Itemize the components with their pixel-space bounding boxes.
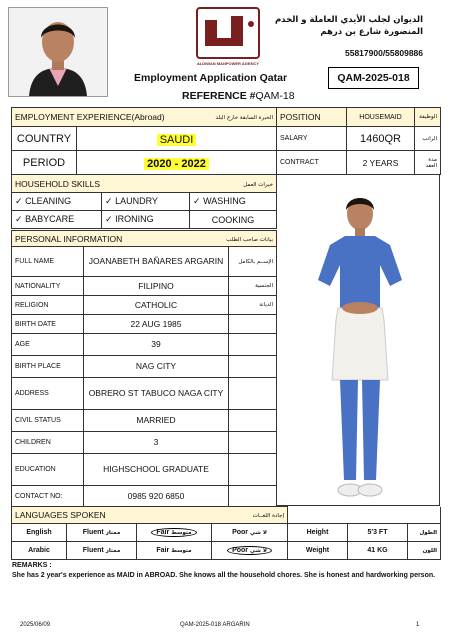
education-value: HIGHSCHOOL GRADUATE [84, 454, 229, 486]
agency-logo-caption: ALDIWAN MANPOWER AGENCY [196, 61, 260, 66]
cell-text: متوسط [171, 548, 192, 554]
skill-babycare [12, 211, 102, 229]
table-row [12, 524, 441, 542]
position-table [276, 107, 441, 175]
cell-text: CLEANING [25, 196, 72, 206]
applicant-headshot [8, 7, 108, 97]
cell-text: Fair [156, 547, 170, 554]
cell-text: Fluent [82, 529, 104, 536]
cell-text: LAUNDRY [115, 196, 158, 206]
remarks-label: REMARKS : [12, 562, 52, 569]
selected-level-ellipse [151, 528, 196, 537]
skill-cleaning [12, 193, 102, 211]
address-value: OBRERO ST TABUCO NAGA CITY [84, 378, 229, 410]
country-label: COUNTRY [12, 127, 77, 151]
checkmark-icon: ✓ [193, 196, 201, 206]
agency-name-arabic [275, 14, 423, 38]
children-value: 3 [84, 432, 229, 454]
cell-text: RELIGION [12, 296, 84, 315]
cell-text: FULL NAME [12, 247, 84, 277]
language-english: English [12, 524, 67, 542]
height-label: Height [288, 524, 348, 542]
cell-text: BIRTH DATE [12, 315, 84, 334]
cell-text: CIVIL STATUS [12, 410, 84, 432]
languages-label: LANGUAGES SPOKEN [15, 510, 106, 520]
footer-document: QAM-2025-018 ARGARIN [180, 622, 250, 628]
cell-text [229, 334, 277, 356]
age-value: 39 [84, 334, 229, 356]
table-row [12, 247, 277, 277]
reference-label: REFERENCE # [182, 90, 256, 102]
skills-header [12, 175, 277, 193]
table-row [12, 277, 277, 296]
country-value: SAUDI [157, 134, 197, 146]
languages-label-ar: إجادة اللغــات [252, 513, 285, 519]
personal-header [12, 231, 277, 247]
checkmark-icon: ✓ [15, 214, 23, 224]
applicant-full-body-photo [300, 190, 420, 505]
salary-label: SALARY [277, 127, 347, 151]
cell-text: ADDRESS [12, 378, 84, 410]
cell-text: CONTACT NO: [12, 486, 84, 508]
reference-value: QAM-18 [255, 90, 295, 102]
nationality-value: FILIPINO [84, 277, 229, 296]
cell-text: لا شي [249, 530, 267, 536]
birth-date-value: 22 AUG 1985 [84, 315, 229, 334]
cell-text: ممتاز [105, 548, 121, 554]
salary-label-ar: الراتب [415, 127, 441, 151]
agency-phone: 55817900/55809886 [345, 48, 423, 58]
birth-place-value: NAG CITY [84, 356, 229, 378]
table-row [12, 356, 277, 378]
cell-text [229, 454, 277, 486]
cell-text: CHILDREN [12, 432, 84, 454]
skills-table [11, 174, 277, 229]
cell-text: الجنسية [229, 277, 277, 296]
cell-text: Poor [232, 547, 249, 554]
personal-label: PERSONAL INFORMATION [15, 233, 123, 244]
cell-text: BABYCARE [25, 214, 75, 224]
selected-level-ellipse [227, 546, 272, 555]
contract-label-ar: مدة العقد [415, 151, 441, 175]
skills-label-ar: خبرات العمل [243, 181, 274, 188]
cell-text: BIRTH PLACE [12, 356, 84, 378]
cell-text: WASHING [203, 196, 246, 206]
table-row [12, 315, 277, 334]
cell-text: الديانة [229, 296, 277, 315]
experience-label-ar: الخبرة السابقة خارج البلد [215, 115, 274, 121]
cell-text [229, 356, 277, 378]
reference-line [182, 90, 295, 102]
civil-status-value: MARRIED [84, 410, 229, 432]
full-name-value: JOANABETH BAÑARES ARGARIN [84, 247, 229, 277]
cell-text: NATIONALITY [12, 277, 84, 296]
footer-date: 2025/06/09 [20, 622, 51, 628]
footer-page-number: 1 [416, 622, 420, 628]
experience-header [12, 108, 277, 127]
skills-label: HOUSEHOLD SKILLS [15, 178, 101, 189]
experience-table [11, 107, 277, 175]
remarks-section [12, 561, 440, 581]
languages-header [12, 507, 288, 524]
agency-name-line: الديوان لجلب الأيدي العاملة و الخدم [274, 15, 423, 25]
cell-text: اللون [408, 542, 441, 560]
cell-text [229, 486, 277, 508]
religion-value: CATHOLIC [84, 296, 229, 315]
table-row [12, 432, 277, 454]
cell-text: ممتاز [105, 530, 121, 536]
salary-value: 1460QR [347, 127, 415, 151]
skill-cooking [190, 211, 277, 229]
contact-value: 0985 920 6850 [84, 486, 229, 508]
position-value: HOUSEMAID [347, 108, 415, 127]
cell-text: الطول [408, 524, 441, 542]
table-row [12, 410, 277, 432]
personal-label-ar: بيانات صاحب الطلب [226, 236, 273, 243]
cell-text [229, 410, 277, 432]
weight-label: Weight [288, 542, 348, 560]
cell-text: Fluent [82, 547, 104, 554]
skill-washing [190, 193, 277, 211]
cell-text: الإســم بالكامل [229, 247, 277, 277]
cell-text [229, 315, 277, 334]
cell-text [229, 432, 277, 454]
period-label: PERIOD [12, 151, 77, 175]
remarks-text: She has 2 year's experience as MAID in ABROAD. She knows all the household chores. She is honest and hardworking person. [12, 572, 436, 579]
table-row [12, 296, 277, 315]
weight-value: 41 KG [348, 542, 408, 560]
reference-code-box: QAM-2025-018 [328, 67, 419, 89]
skill-laundry [102, 193, 190, 211]
cell-text: IRONING [115, 214, 154, 224]
cell-text: متوسط [171, 530, 192, 536]
cell-text [229, 378, 277, 410]
cell-text: COOKING [211, 214, 255, 225]
language-arabic: Arabic [12, 542, 67, 560]
skill-ironing [102, 211, 190, 229]
contract-label: CONTRACT [277, 151, 347, 175]
checkmark-icon: ✓ [105, 214, 113, 224]
contract-value: 2 YEARS [347, 151, 415, 175]
cell-text: Fair [156, 529, 170, 536]
languages-table [11, 506, 441, 560]
checkmark-icon: ✓ [15, 196, 23, 206]
table-row [12, 378, 277, 410]
position-label: POSITION [277, 108, 347, 127]
form-title: Employment Application Qatar [134, 72, 288, 84]
cell-text: لا شي [249, 548, 267, 554]
cell-text: EDUCATION [12, 454, 84, 486]
period-value: 2020 - 2022 [144, 158, 209, 170]
cell-text: AGE [12, 334, 84, 356]
table-row [12, 486, 277, 508]
cell-text: Poor [232, 529, 249, 536]
position-label-ar: الوظيفة [415, 108, 441, 127]
table-row [12, 454, 277, 486]
table-row [12, 542, 441, 560]
personal-info-table [11, 230, 277, 508]
checkmark-icon: ✓ [105, 196, 113, 206]
agency-address-line: المنصورة شارع بن درهم [320, 27, 423, 37]
height-value: 5'3 FT [348, 524, 408, 542]
table-row [12, 334, 277, 356]
experience-label: EMPLOYMENT EXPERIENCE(Abroad) [15, 112, 165, 122]
